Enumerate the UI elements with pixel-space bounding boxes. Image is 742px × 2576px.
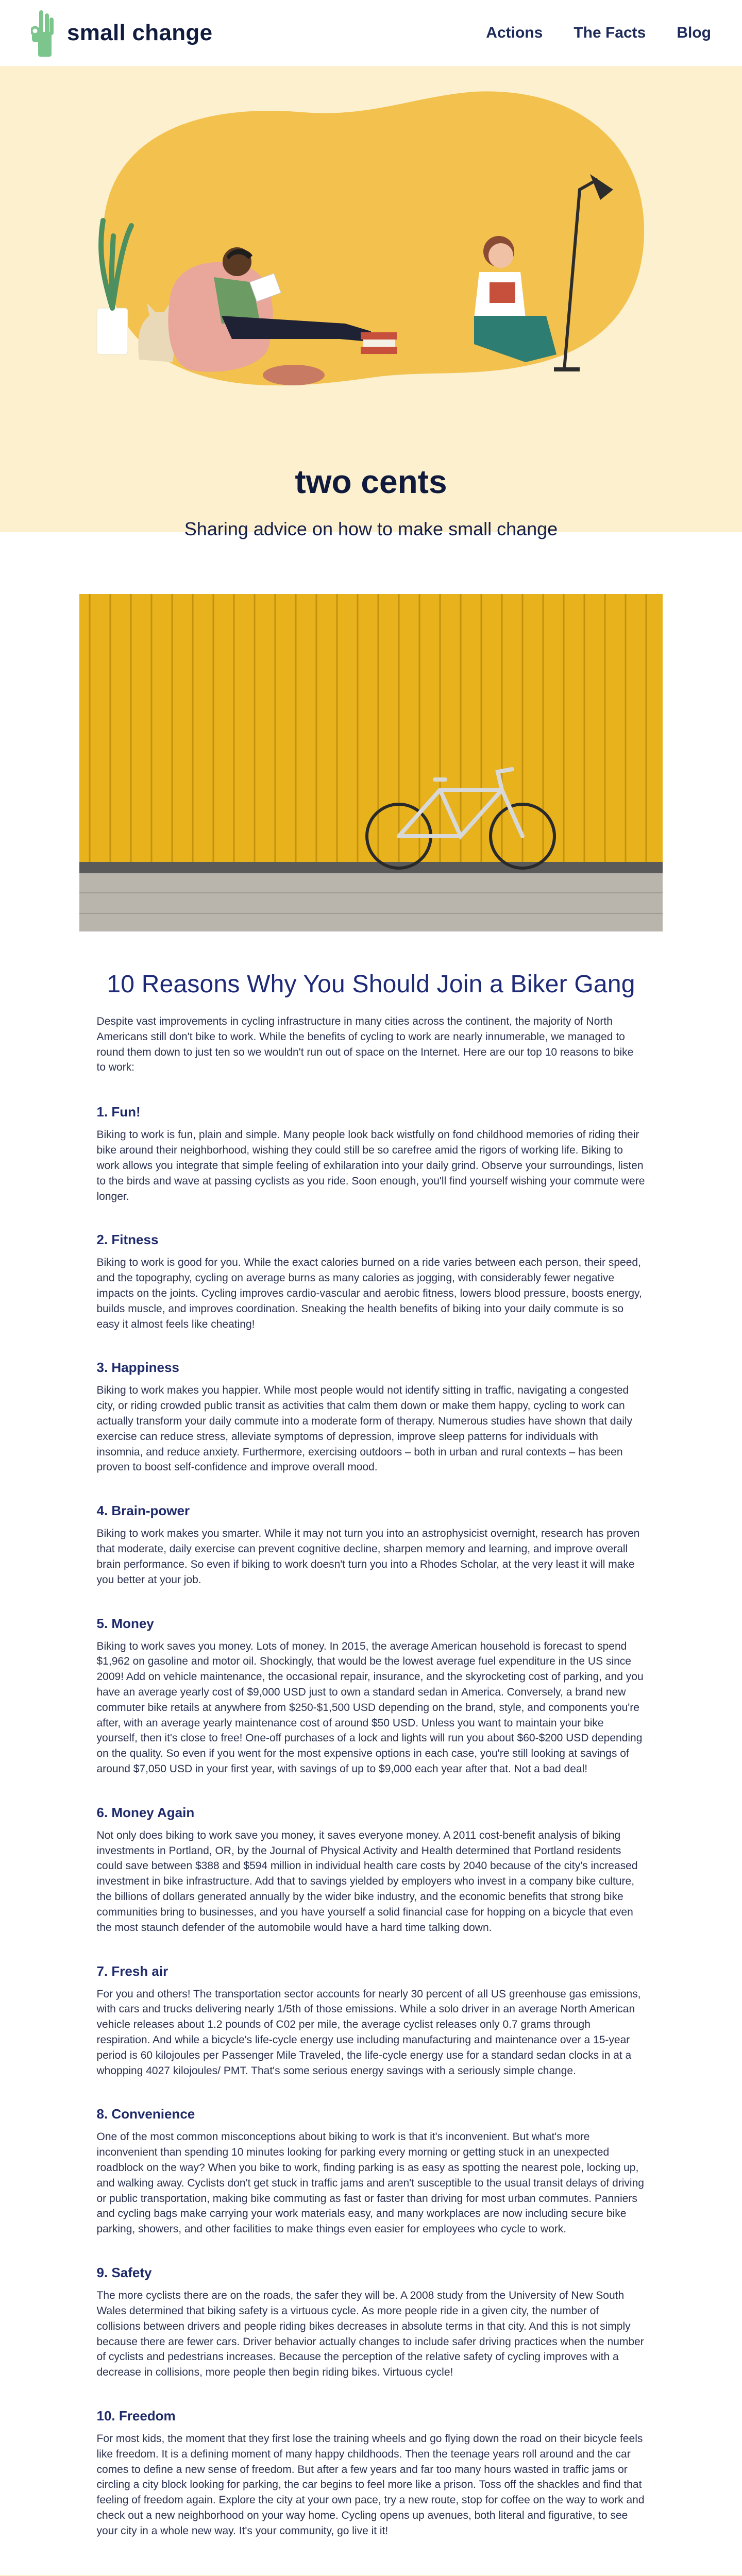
main-nav [486,24,711,42]
section-body: Biking to work is fun, plain and simple. Many people look back wistfully on fond childhood memories of riding their bike around their neighborhood, wishing they could still be so carefree amid the rigors of working life. Biking to work allows you integrate that simple feeling of exhilaration into your daily grind. Observe your surroundings, listen to the birds and wave at passing cyclists as you ride. Soon enough, you'll find yourself wishing your commute were longer. [96,1129,645,1202]
article [97,931,646,2539]
section-heading: 4. Brain-power [96,1503,190,1519]
article-section [97,1503,646,1587]
section-heading: 9. Safety [96,2265,152,2281]
article-section [97,2106,646,2237]
article-section [97,1963,646,2079]
nav-blog[interactable]: Blog [677,24,711,41]
site-header [0,0,742,66]
section-body: Biking to work makes you smarter. While it may not turn you into an astrophysicist overnight, research has proven that moderate, daily exercise can prevent cognitive decline, sharpen memory and learning, and improve overall brain performance. So even if biking to work doesn't turn you into a Rhodes Scholar, at the very least it will make you better at your job. [96,1528,640,1586]
article-section [97,2408,646,2539]
article-section [97,1232,646,1332]
brand-home-link[interactable] [31,9,212,57]
article-section [97,2265,646,2380]
section-body: For most kids, the moment that they first lose the training wheels and go flying down the road on their bicycle feels like freedom. It is a defining moment of many happy childhoods. Then the teenage years roll around and the car comes to define a new sense of freedom. But after a few years and far too many hours wasted in traffic jams or circling a city block looking for parking, the car begins to feel more like a prison. Toss off the shackles and find that feeling of freedom again. Explore the city at your own pace, try a new route, stop for coffee on the way to work and check out a new neighborhood on your way home. Cycling opens up avenues, both literal and figurative, to see your city in a whole new way. It's your community, go live it it! [96,2432,645,2537]
section-body: For you and others! The transportation sector accounts for nearly 30 percent of all US greenhouse gas emissions, with cars and trucks delivering nearly 1/5th of those emissions. While a solo driver in an average North American vehicle releases about 1.2 pounds of C02 per mile, the average cyclist releases only 0.7 grams through respiration. And while a bicycle's life-cycle energy use including manufacturing and maintenance over a 15-year period is 60 kilojoules per Passenger Mile Traveled, the life-cycle energy use for a standard sedan clocks in at a whopping 4027 kilojoules/ PMT. That's some serious energy savings with a seriously simple change. [96,1988,641,2077]
section-body: One of the most common misconceptions about biking to work is that it's inconvenient. But what's more inconvenient than spending 10 minutes looking for parking every morning or getting stuck in an unexpected roadblock on the way? When you bike to work, finding parking is as easy as spotting the nearest pole, locking up, and walking away. Cyclists don't get stuck in traffic jams and aren't susceptible to the usual transit delays of driving or public transportation, making bike commuting as fast or faster than driving for most urban commutes. Panniers and cycling bags make carrying your work materials easy, and many workplaces are now including secure bike parking, showers, and other facilities to make things even easier for employees who cycle to work. [96,2131,644,2235]
hero-title: two cents [295,463,447,500]
article-section [97,1104,646,1204]
section-body: Not only does biking to work save you money, it saves everyone money. A 2011 cost-benefit analysis of biking investments in Portland, OR, by the Journal of Physical Activity and Health determined that Portland residents could save between $388 and $594 million in individual health care costs by 2040 because of the city's increased investment in bike infrastructure. Add that to savings yielded by employers who invest in a company bike culture, the billions of dollars generated annually by the wider bike industry, and the economic benefits that strong bike communities bring to businesses, and you have yourself a solid financial case for hopping on a bicycle that even the most staunch defender of the automobile would have a hard time talking down. [96,1829,638,1934]
section-body: Biking to work makes you happier. While most people would not identify sitting in traffic, navigating a congested city, or riding crowded public transit as activities that calm them down or make them happy, cycling to work can actually transform your daily commute into a moderate form of therapy. Numerous studies have shown that daily exercise can reduce stress, alleviate symptoms of depression, improve sleep patterns for individuals with insomnia, and reduce anxiety. Furthermore, exercising outdoors – both in urban and rural contexts – has been proven to boost self-confidence and improve overall mood. [96,1384,633,1473]
nav-actions[interactable]: Actions [486,24,543,41]
section-body: The more cyclists there are on the roads, the safer they will be. A 2008 study from the University of New South Wales determined that biking safety is a virtuous cycle. As more people ride in a given city, the number of collisions between drivers and people riding bikes decreases in absolute terms in that city. And this is not simply because there are fewer cars. Driver behavior actually changes to include safer driving practices when the number of cyclists and pedestrians increases. Because the perception of the relative safety of cycling improves with a decrease in collisions, more people then begin riding bikes. Virtuous cycle! [96,2290,644,2379]
nav-the-facts[interactable]: The Facts [574,24,646,41]
hero [0,66,742,539]
section-heading: 2. Fitness [96,1232,159,1248]
section-heading: 5. Money [96,1615,154,1631]
section-body: Biking to work is good for you. While the exact calories burned on a ride varies between each person, their speed, and the topography, cycling on average burns as many calories as jogging, with considerably fewer negative impacts on the joints. Cycling improves cardio-vascular and aerobic fitness, lowers blood pressure, boosts energy, builds muscle, and improves coordination. Sneaking the health benefits of biking into your daily commute is so easy it almost feels like cheating! [96,1257,642,1330]
article-image-wrap [0,532,742,931]
article-section [97,1360,646,1475]
article-section [97,1616,646,1777]
article-title: 10 Reasons Why You Should Join a Biker Gang [107,971,635,998]
section-heading: 8. Convenience [96,2106,195,2122]
people-reading-illustration [82,81,660,442]
brand-name: small change [67,20,213,45]
article-intro: Despite vast improvements in cycling infrastructure in many cities across the continent, the majority of North Americans still don't bike to work. While the benefits of cycling to work are nearly innumerable, we managed to round them down to just ten so we wouldn't run out of space on the Internet. Here are our top 10 reasons to bike to work: [96,1015,634,1074]
hand-ok-icon [31,9,56,57]
section-heading: 6. Money Again [96,1804,195,1820]
section-heading: 3. Happiness [96,1360,179,1376]
yellow-wall-bicycle-photo [79,594,663,931]
section-heading: 10. Freedom [96,2408,176,2424]
section-heading: 7. Fresh air [96,1963,168,1979]
section-body: Biking to work saves you money. Lots of money. In 2015, the average American household is forecast to spend $1,962 on gasoline and motor oil. Shockingly, that would be the lowest average fuel expenditure in the US since 2009! Add on vehicle maintenance, the occasional repair, insurance, and the skyrocketing cost of parking, and you have an average yearly cost of $9,000 USD just to own a standard sedan in America. Conversely, a brand new commuter bike retails at anywhere from $250-$1,500 USD depending on the brand, style, and components you're after, with an average yearly maintenance cost of around $50 USD. Unless you want to maintain your bike yourself, then it's close to free! One-off purchases of a lock and lights will run you about $60-$200 USD depending on the quality. So even if you went for the most expensive options in each case, you're still looking at savings of around $7,050 USD in your first year, with savings of up to $9,000 each year after that. Not a bad deal! [96,1640,644,1775]
hero-subtitle: Sharing advice on how to make small change [184,518,558,539]
section-heading: 1. Fun! [96,1104,141,1120]
article-section [97,1805,646,1936]
